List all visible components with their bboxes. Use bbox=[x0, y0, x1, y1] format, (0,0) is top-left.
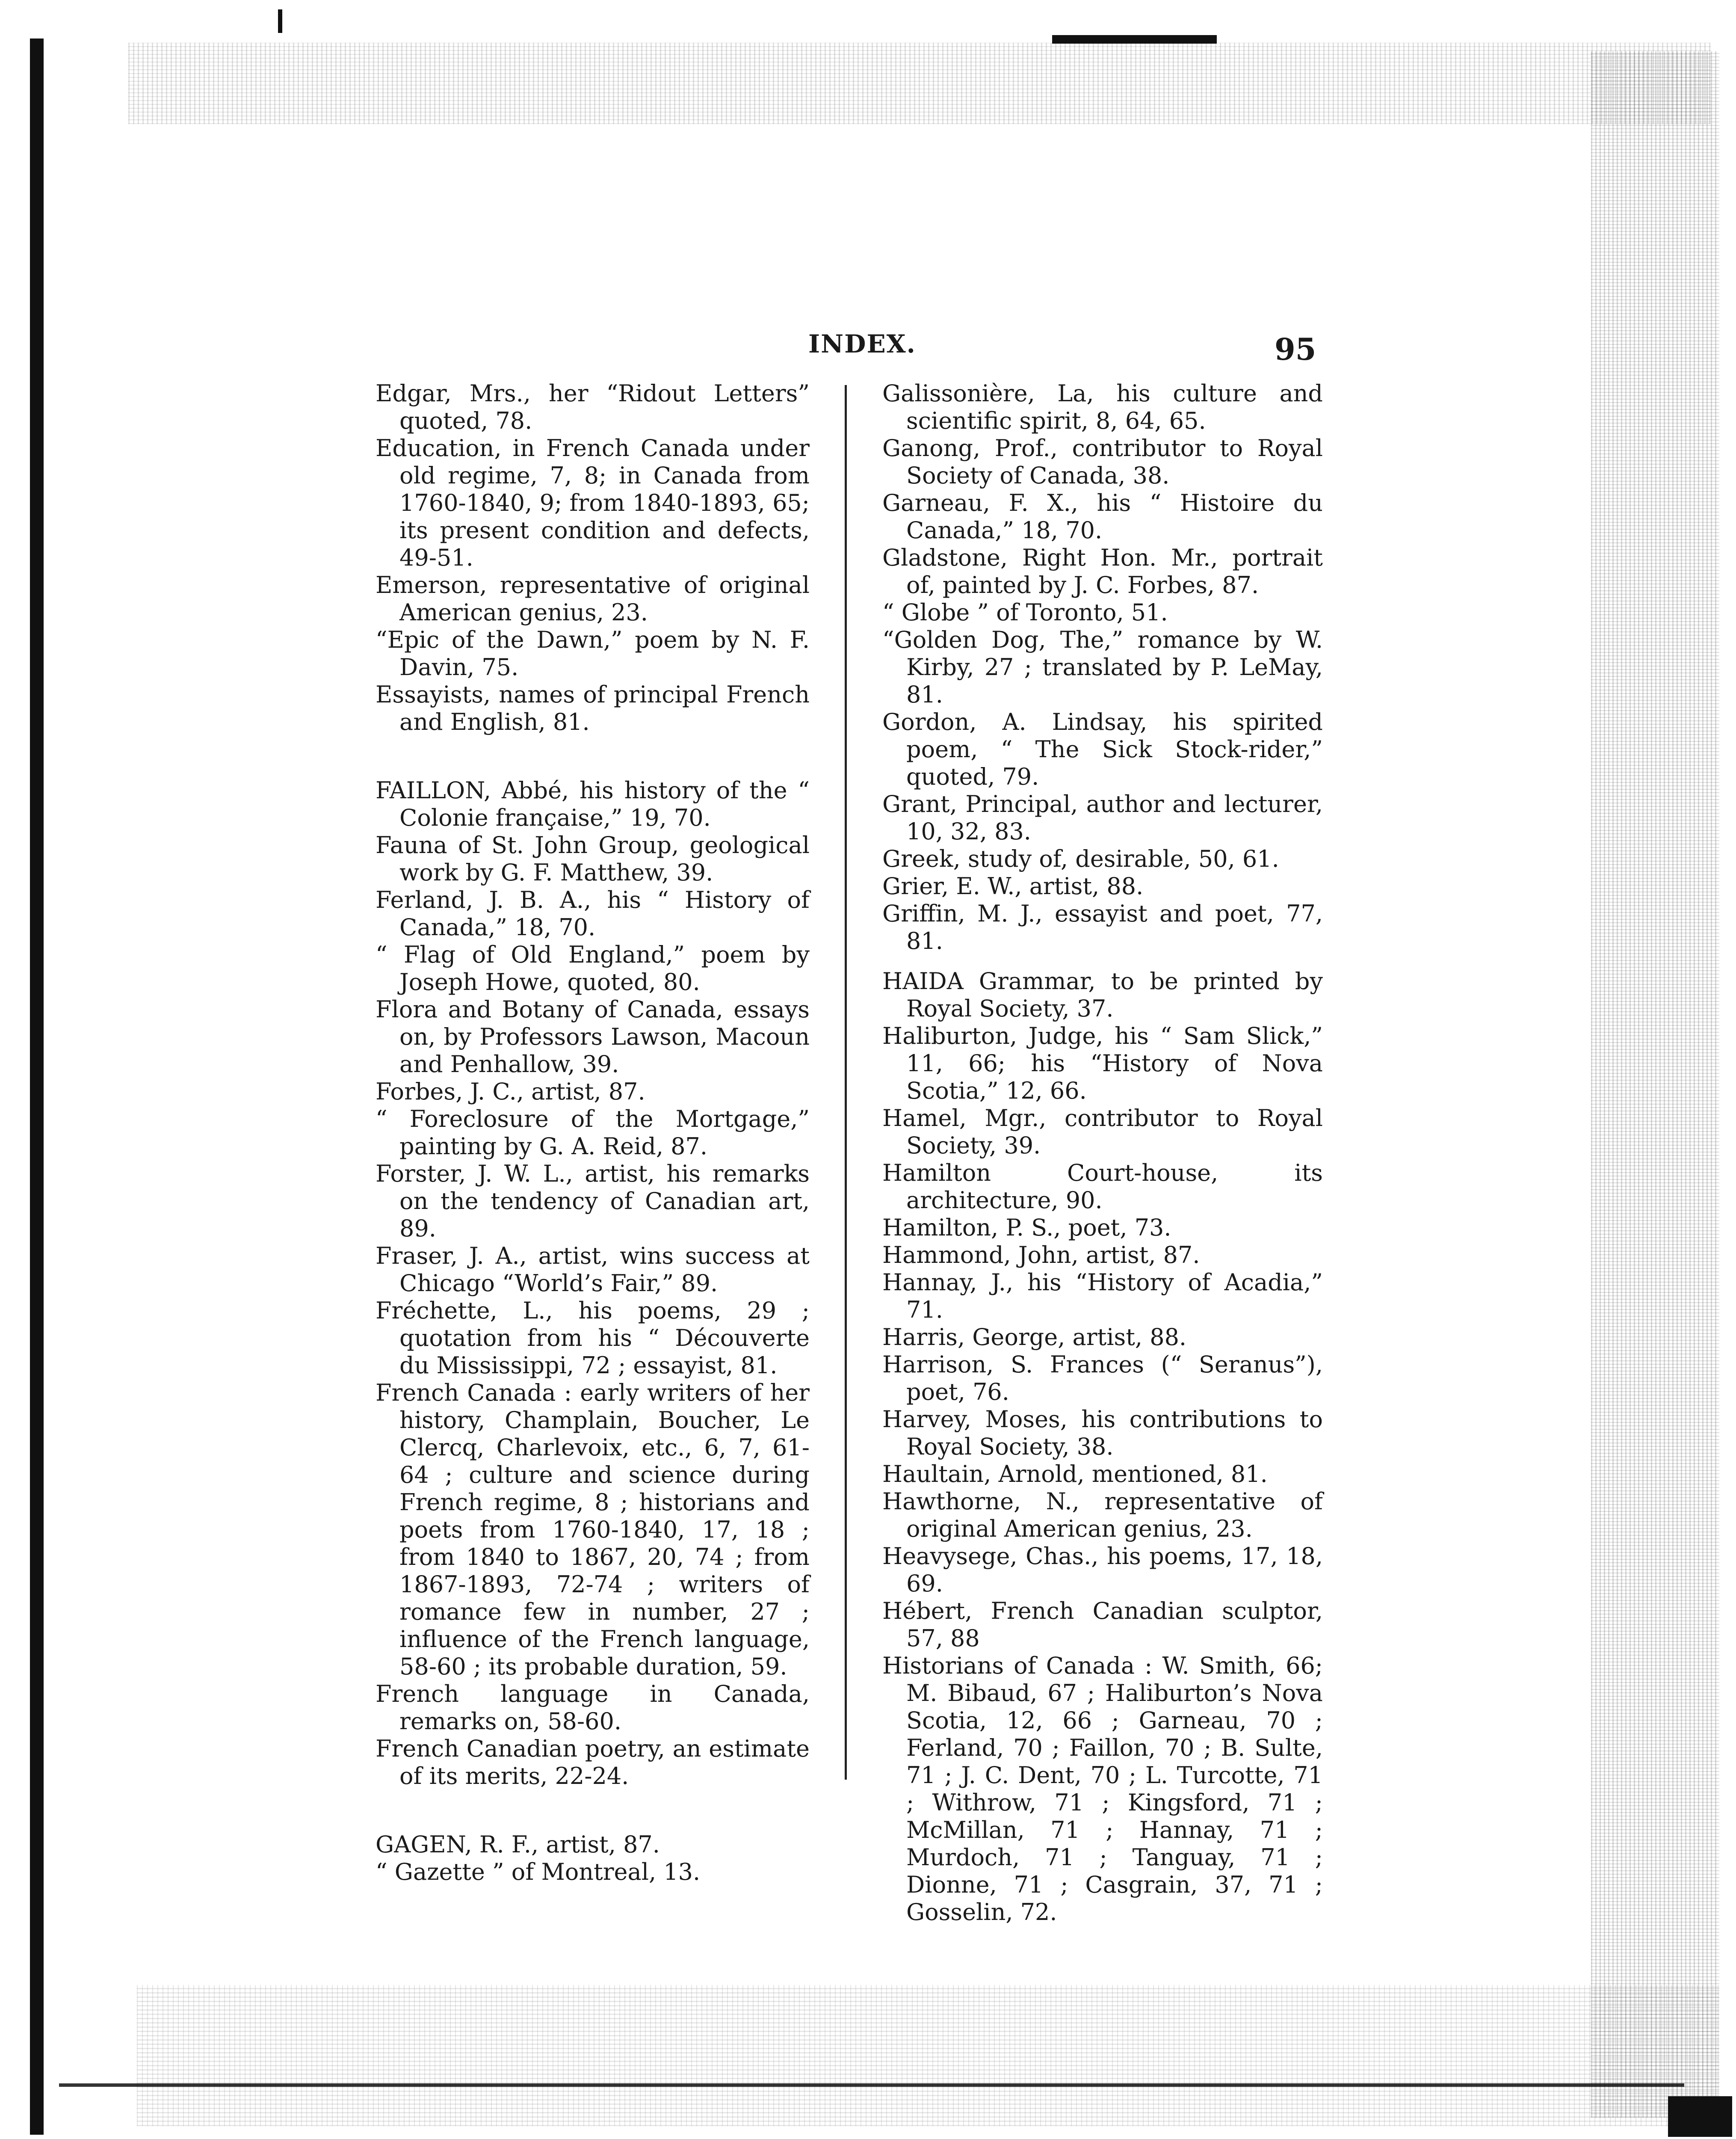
index-entry: Heavysege, Chas., his poems, 17, 18, 69. bbox=[882, 1543, 1323, 1597]
index-entry: “Epic of the Dawn,” poem by N. F. Davin, 75. bbox=[376, 626, 810, 681]
index-entry: Harrison, S. Frances (“ Seranus”), poet, 76. bbox=[882, 1351, 1323, 1405]
index-entry: Gladstone, Right Hon. Mr., portrait of, painted by J. C. Forbes, 87. bbox=[882, 544, 1323, 598]
index-entry: French Canadian poetry, an estimate of its merits, 22-24. bbox=[376, 1735, 810, 1789]
index-entry: French language in Canada, remarks on, 58-60. bbox=[376, 1680, 810, 1735]
index-entry: Griffin, M. J., essayist and poet, 77, 81. bbox=[882, 900, 1323, 954]
page-number: 95 bbox=[1275, 332, 1316, 367]
scan-binding-shadow bbox=[30, 39, 44, 2135]
index-entry: Haultain, Arnold, mentioned, 81. bbox=[882, 1461, 1268, 1487]
running-head: INDEX. bbox=[808, 329, 916, 358]
scan-bar bbox=[1052, 35, 1217, 44]
index-entry: Emerson, representative of original American genius, 23. bbox=[376, 572, 810, 626]
index-column-right bbox=[882, 380, 1323, 1926]
index-entry: Haliburton, Judge, his “ Sam Slick,” 11, 66; his “History of Nova Scotia,” 12, 66. bbox=[882, 1022, 1323, 1104]
scan-corner bbox=[1668, 2096, 1732, 2137]
index-entry: HAIDA Grammar, to be printed by Royal Society, 37. bbox=[882, 968, 1323, 1022]
index-entry: French Canada : early writers of her history, Champlain, Boucher, Le Clercq, Charlevoix, etc., 6, 7, 61-64 ; culture and science during French regime, 8 ; historians and poets from 1760-1840, 17, 18 ; from 1840 to 1867, 20, 74 ; from 1867-1893, 72-74 ; writers of romance few in number, 27 ; influence of the French language, 58-60 ; its probable duration, 59. bbox=[376, 1379, 810, 1680]
index-entry: “ Gazette ” of Montreal, 13. bbox=[376, 1858, 701, 1885]
index-entry: “ Flag of Old England,” poem by Joseph Howe, quoted, 80. bbox=[376, 941, 810, 995]
index-entry: Hamilton Court-house, its architecture, 90. bbox=[882, 1159, 1323, 1214]
index-entry: Hébert, French Canadian sculptor, 57, 88 bbox=[882, 1597, 1323, 1652]
index-entry: Hawthorne, N., representative of original American genius, 23. bbox=[882, 1488, 1323, 1542]
index-entry: Greek, study of, desirable, 50, 61. bbox=[882, 845, 1279, 872]
scan-noise-top bbox=[128, 43, 1711, 124]
index-entry: Historians of Canada : W. Smith, 66; M. Bibaud, 67 ; Haliburton’s Nova Scotia, 12, 66 ; Garneau, 70 ; Ferland, 70 ; Faillon, 70 ; B. Sulte, 71 ; J. C. Dent, 70 ; L. Turcotte, 71 ; Withrow, 71 ; Kingsford, 71 ; McMillan, 71 ; Hannay, 71 ; Murdoch, 71 ; Tanguay, 71 ; Dionne, 71 ; Casgrain, 37, 71 ; Gosselin, 72. bbox=[882, 1652, 1323, 1926]
index-entry: GAGEN, R. F., artist, 87. bbox=[376, 1831, 660, 1858]
index-entry: Harvey, Moses, his contributions to Royal Society, 38. bbox=[882, 1406, 1323, 1460]
index-entry: Harris, George, artist, 88. bbox=[882, 1324, 1187, 1351]
index-entry: Essayists, names of principal French and English, 81. bbox=[376, 681, 810, 735]
index-entry: “ Foreclosure of the Mortgage,” painting by G. A. Reid, 87. bbox=[376, 1105, 810, 1160]
index-column-left bbox=[376, 380, 810, 1886]
index-entry: Forster, J. W. L., artist, his remarks on the tendency of Canadian art, 89. bbox=[376, 1160, 810, 1242]
index-entry: Hannay, J., his “History of Acadia,” 71. bbox=[882, 1269, 1323, 1323]
index-entry: Edgar, Mrs., her “Ridout Letters” quoted, 78. bbox=[376, 380, 810, 434]
index-entry: FAILLON, Abbé, his history of the “ Colonie française,” 19, 70. bbox=[376, 777, 810, 831]
index-entry: Education, in French Canada under old regime, 7, 8; in Canada from 1760-1840, 9; from 1840-1893, 65; its present condition and defects, 49-51. bbox=[376, 435, 810, 571]
scan-noise-bottom bbox=[137, 1985, 1719, 2126]
scan-noise-right bbox=[1591, 51, 1719, 2118]
index-entry: Garneau, F. X., his “ Histoire du Canada,” 18, 70. bbox=[882, 489, 1323, 544]
section-gap bbox=[376, 1790, 810, 1831]
section-gap bbox=[882, 955, 1323, 968]
scan-mark bbox=[278, 9, 282, 33]
index-entry: Hamilton, P. S., poet, 73. bbox=[882, 1214, 1171, 1241]
index-entry: “ Globe ” of Toronto, 51. bbox=[882, 599, 1168, 626]
index-entry: Gordon, A. Lindsay, his spirited poem, “ The Sick Stock-rider,” quoted, 79. bbox=[882, 708, 1323, 790]
index-entry: Fauna of St. John Group, geological work by G. F. Matthew, 39. bbox=[376, 832, 810, 886]
index-entry: “Golden Dog, The,” romance by W. Kirby, 27 ; translated by P. LeMay, 81. bbox=[882, 626, 1323, 708]
index-entry: Fréchette, L., his poems, 29 ; quotation from his “ Découverte du Mississippi, 72 ; essayist, 81. bbox=[376, 1297, 810, 1379]
index-entry: Hammond, John, artist, 87. bbox=[882, 1241, 1200, 1268]
index-entry: Ferland, J. B. A., his “ History of Canada,” 18, 70. bbox=[376, 886, 810, 941]
index-entry: Hamel, Mgr., contributor to Royal Society, 39. bbox=[882, 1105, 1323, 1159]
index-entry: Forbes, J. C., artist, 87. bbox=[376, 1078, 645, 1105]
index-entry: Ganong, Prof., contributor to Royal Society of Canada, 38. bbox=[882, 435, 1323, 489]
index-entry: Fraser, J. A., artist, wins success at Chicago “World’s Fair,” 89. bbox=[376, 1242, 810, 1297]
index-entry: Flora and Botany of Canada, essays on, by Professors Lawson, Macoun and Penhallow, 39. bbox=[376, 996, 810, 1078]
index-entry: Grier, E. W., artist, 88. bbox=[882, 873, 1144, 900]
column-divider bbox=[845, 385, 847, 1780]
index-entry: Galissonière, La, his culture and scientific spirit, 8, 64, 65. bbox=[882, 380, 1323, 434]
index-entry: Grant, Principal, author and lecturer, 10, 32, 83. bbox=[882, 791, 1323, 845]
section-gap bbox=[376, 736, 810, 777]
